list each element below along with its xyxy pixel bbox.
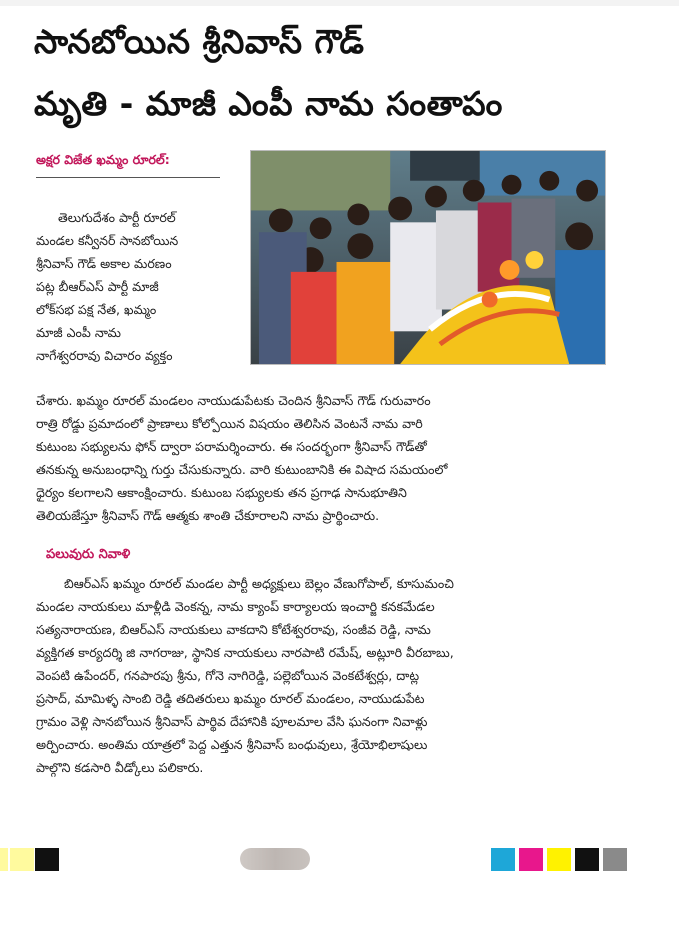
paragraph-line: తనకున్న అనుబంధాన్ని గుర్తు చేసుకున్నారు. వారి కుటుంబానికి ఈ విషాద సమయంలో (36, 462, 448, 477)
intro-line: పట్ల బీఆర్ఎస్ పార్టీ మాజీ (36, 279, 159, 294)
paragraph-line: చేశారు. ఖమ్మం రూరల్ మండలం నాయుడుపేటకు చెందిన శ్రీనివాస్ గౌడ్ గురువారం (36, 393, 431, 408)
paragraph-line: ధైర్యం కలగాలని ఆకాంక్షించారు. కుటుంబ సభ్యులకు తన ప్రగాఢ సానుభూతిని (36, 485, 407, 500)
paragraph-line: మండల నాయకులు మాళ్లీడి వెంకన్న, నామ క్యాంప్ కార్యాలయ ఇంచార్జి కనకమేడల (36, 599, 435, 614)
paragraph-line: కుటుంబ సభ్యులను ఫోన్ ద్వారా పరామర్శించారు. ఈ సందర్భంగా శ్రీనివాస్ గౌడ్‌తో (36, 439, 427, 454)
paragraph-line: వెంపటి ఉపేందర్, గనపారపు శ్రీను, గోనె నాగిరెడ్డి, పల్లెబోయిన వెంకటేశ్వర్లు, దాట్ల (36, 668, 420, 683)
intro-line: మాజీ ఎంపీ నామ (36, 325, 121, 340)
color-swatch-black (575, 848, 599, 871)
paragraph-line: సత్యనారాయణ, బిఆర్ఎస్ నాయకులు వాకదాని కోటేశ్వరరావు, సంజీవ రెడ్డి, నామ (36, 622, 431, 637)
paragraph-line: ప్రసాద్, మామిళ్ళ సాంబి రెడ్డి తదితరులు ఖమ్మం రూరల్ మండలం, నాయుడుపేట (36, 691, 425, 706)
top-margin-strip (0, 0, 679, 6)
intro-line: నాగేశ్వరరావు విచారం వ్యక్తం (36, 348, 173, 363)
funeral-scene-photo (251, 151, 605, 364)
color-swatch-magenta (519, 848, 543, 871)
intro-line: లోక్‌సభ పక్ష నేత, ఖమ్మం (36, 302, 157, 317)
news-photo (250, 150, 606, 365)
color-swatch-gray (603, 848, 627, 871)
paragraph-line: బిఆర్ఎస్ ఖమ్మం రూరల్ మండల పార్టీ అధ్యక్షులు బెల్లం వేణుగోపాల్, కూసుమంచి (64, 576, 454, 591)
paragraph-2 (36, 572, 618, 779)
registration-pill (240, 848, 310, 870)
intro-line: మండల కన్వీనర్ సానబోయిన (36, 233, 179, 248)
paragraph-line: వ్యక్తిగత కార్యదర్శి జి నాగరాజు, స్థానిక నాయకులు నారపాటి రమేష్, అట్లూరి వీరబాబు, (36, 645, 454, 660)
color-swatch-left-3 (35, 848, 59, 871)
color-swatch-cyan (491, 848, 515, 871)
paragraph-1 (36, 389, 618, 527)
color-swatch-left-2 (10, 848, 34, 871)
headline-line-2: మృతి - మాజీ ఎంపీ నామ సంతాపం (34, 84, 503, 123)
byline: అక్షర విజేత ఖమ్మం రూరల్: (36, 152, 170, 167)
intro-line: శ్రీనివాస్ గౌడ్ అకాల మరణం (36, 256, 172, 271)
paragraph-line: తెలియజేస్తూ శ్రీనివాస్ గౌడ్ ఆత్మకు శాంతి చేకూరాలని నామ ప్రార్థించారు. (36, 508, 380, 523)
subheading: పలువురు నివాళి (46, 547, 131, 562)
byline-underline (36, 177, 220, 178)
intro-line: తెలుగుదేశం పార్టీ రూరల్ (58, 210, 176, 225)
paragraph-line: రాత్రి రోడ్డు ప్రమాదంలో ప్రాణాలు కోల్పోయిన విషయం తెలిసిన వెంటనే నామ వారి (36, 416, 423, 431)
color-swatch-yellow (547, 848, 571, 871)
paragraph-line: గ్రామం వెళ్లి సానబోయిన శ్రీనివాస్ పార్థివ దేహానికి పూలమాల వేసి ఘనంగా నివాళ్లు (36, 714, 428, 729)
paragraph-line: అర్పించారు. అంతిమ యాత్రలో పెద్ద ఎత్తున శ్రీనివాస్ బంధువులు, శ్రేయోభిలాషులు (36, 737, 428, 752)
paragraph-line: పాల్గొని కడసారి వీడ్కోలు పలికారు. (36, 760, 204, 775)
intro-column (36, 206, 236, 367)
color-swatch-left-1 (0, 848, 8, 871)
headline-line-1: సానబోయిన శ్రీనివాస్ గౌడ్ (34, 22, 365, 61)
